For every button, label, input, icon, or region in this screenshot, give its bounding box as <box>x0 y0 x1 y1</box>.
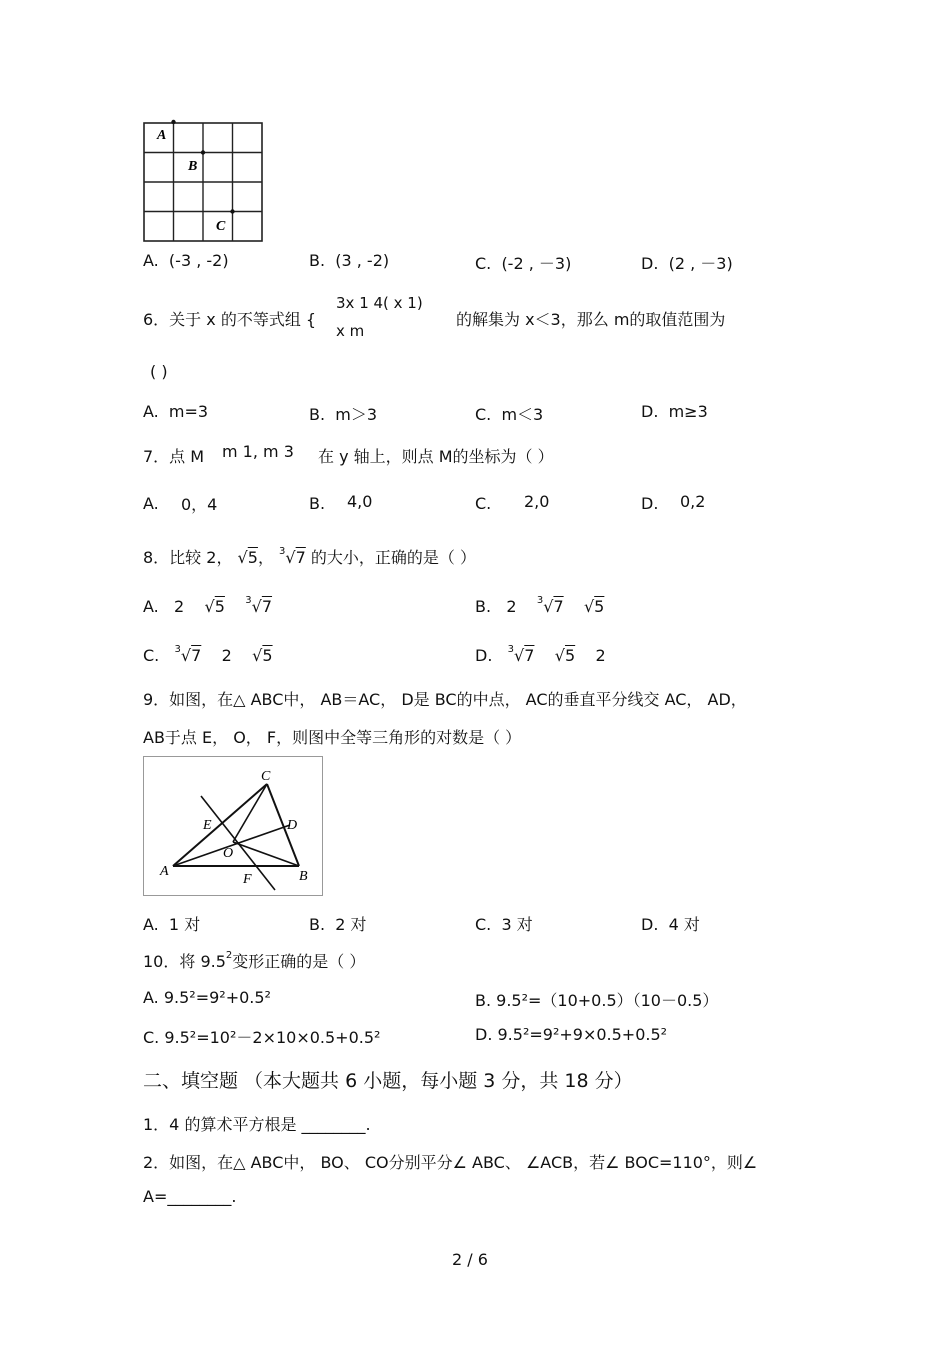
triangle-figure <box>143 756 323 896</box>
q7-option-a-letter[interactable]: A. <box>143 494 159 513</box>
q6-system-line2: x m <box>336 322 365 340</box>
q9-option-b[interactable]: B. 2 对 <box>309 915 367 934</box>
q8-option-b[interactable]: B. 2 $^3$√7 √5 <box>475 595 605 616</box>
label-c: C <box>216 219 226 234</box>
fill2-line2: A=________. <box>143 1187 237 1206</box>
q8-option-c[interactable]: C. $^3$√7 2 √5 <box>143 644 273 665</box>
sqrt5-icon: √5 <box>252 646 273 665</box>
section-title: 二、填空题 （本大题共 6 小题，每小题 3 分，共 18 分） <box>143 1070 633 1092</box>
q7-option-d-text: 0,2 <box>680 492 706 511</box>
q7-suffix: 在 y 轴上，则点 M的坐标为（ ） <box>318 447 554 466</box>
svg-text:E: E <box>203 818 212 833</box>
cbrt7-icon: $^3$√7 <box>174 644 202 665</box>
grid-figure <box>143 118 267 244</box>
q9-line1: 9．如图，在△ ABC中， AB＝AC， D是 BC的中点， AC的垂直平分线交 AC， AD， <box>143 690 747 709</box>
cbrt7-icon: $^3$√7 <box>507 644 535 665</box>
sqrt5-icon: √5 <box>204 597 225 616</box>
cbrt7-icon: $^3$√7 <box>536 595 564 616</box>
q6-option-c[interactable]: C. m＜3 <box>475 405 544 424</box>
cbrt7-icon: $^3$√7 <box>245 595 273 616</box>
svg-text:B: B <box>299 869 308 884</box>
q6-option-a[interactable]: A. m=3 <box>143 402 209 421</box>
sqrt5-icon: √5 <box>237 548 258 567</box>
point-c <box>230 209 234 213</box>
q8-option-d[interactable]: D. $^3$√7 √5 2 <box>475 644 606 665</box>
label-a: A <box>157 128 167 143</box>
label-b: B <box>188 159 198 174</box>
q5-option-b[interactable]: B. (3 , -2) <box>309 251 390 270</box>
q6-suffix: 的解集为 x＜3，那么 m的取值范围为 <box>456 310 726 329</box>
q8-option-a[interactable]: A. 2 √5 $^3$√7 <box>143 595 273 616</box>
q10-question: 10．将 $9.5^2$变形正确的是（ ） <box>143 950 366 971</box>
point-b <box>201 150 205 154</box>
q9-option-c[interactable]: C. 3 对 <box>475 915 533 934</box>
q9-option-d[interactable]: D. 4 对 <box>641 915 700 934</box>
point-a <box>171 120 175 124</box>
q6-answer-paren: ( ) <box>150 362 168 381</box>
q10-option-c[interactable]: C. 9.5²=10²－2×10×0.5+0.5² <box>143 1028 381 1047</box>
q5-option-c[interactable]: C. (-2 , －3) <box>475 254 572 273</box>
q6-system-line1: 3x 1 4( x 1) <box>336 294 423 312</box>
fill2-line1: 2．如图，在△ ABC中， BO、 CO分别平分∠ ABC、 ∠ACB，若∠ BOC=110°，则∠ <box>143 1153 758 1172</box>
q5-option-d[interactable]: D. (2 , －3) <box>641 254 733 273</box>
q5-option-a[interactable]: A. (-3 , -2) <box>143 251 229 270</box>
q7-expression: m 1, m 3 <box>222 442 294 461</box>
q7-option-b-letter[interactable]: B. <box>309 494 326 513</box>
q7-option-d-letter[interactable]: D. <box>641 494 659 513</box>
q9-option-a[interactable]: A. 1 对 <box>143 915 201 934</box>
fill1-question: 1．4 的算术平方根是 ________. <box>143 1115 371 1134</box>
q7-prefix: 7．点 M <box>143 447 205 466</box>
q10-option-a[interactable]: A. 9.5²=9²+0.5² <box>143 988 271 1007</box>
q6-prefix: 6．关于 x 的不等式组 { <box>143 310 317 329</box>
q7-option-c-letter[interactable]: C. <box>475 494 492 513</box>
q10-option-d[interactable]: D. 9.5²=9²+9×0.5+0.5² <box>475 1025 668 1044</box>
q7-option-b-text: 4,0 <box>347 492 373 511</box>
q10-option-b[interactable]: B. 9.5²=（10+0.5）（10－0.5） <box>475 991 719 1010</box>
q6-option-d[interactable]: D. m≥3 <box>641 402 708 421</box>
svg-text:O: O <box>223 846 234 861</box>
q9-line2: AB于点 E， O， F，则图中全等三角形的对数是（ ） <box>143 728 522 747</box>
svg-text:D: D <box>287 818 298 833</box>
sqrt5-icon: √5 <box>583 597 605 616</box>
q8-question: 8．比较 2， √5， $^3$√7 的大小，正确的是（ ） <box>143 546 476 567</box>
svg-text:A: A <box>160 864 169 879</box>
cbrt7-icon: $^3$√7 <box>279 546 306 567</box>
svg-text:C: C <box>261 769 271 784</box>
q7-option-c-text: 2,0 <box>524 492 550 511</box>
sqrt5-icon: √5 <box>554 646 576 665</box>
page-number: 2 / 6 <box>452 1250 488 1269</box>
q7-option-a-text: 0，4 <box>181 495 218 514</box>
svg-text:F: F <box>243 872 252 887</box>
q6-option-b[interactable]: B. m＞3 <box>309 405 378 424</box>
